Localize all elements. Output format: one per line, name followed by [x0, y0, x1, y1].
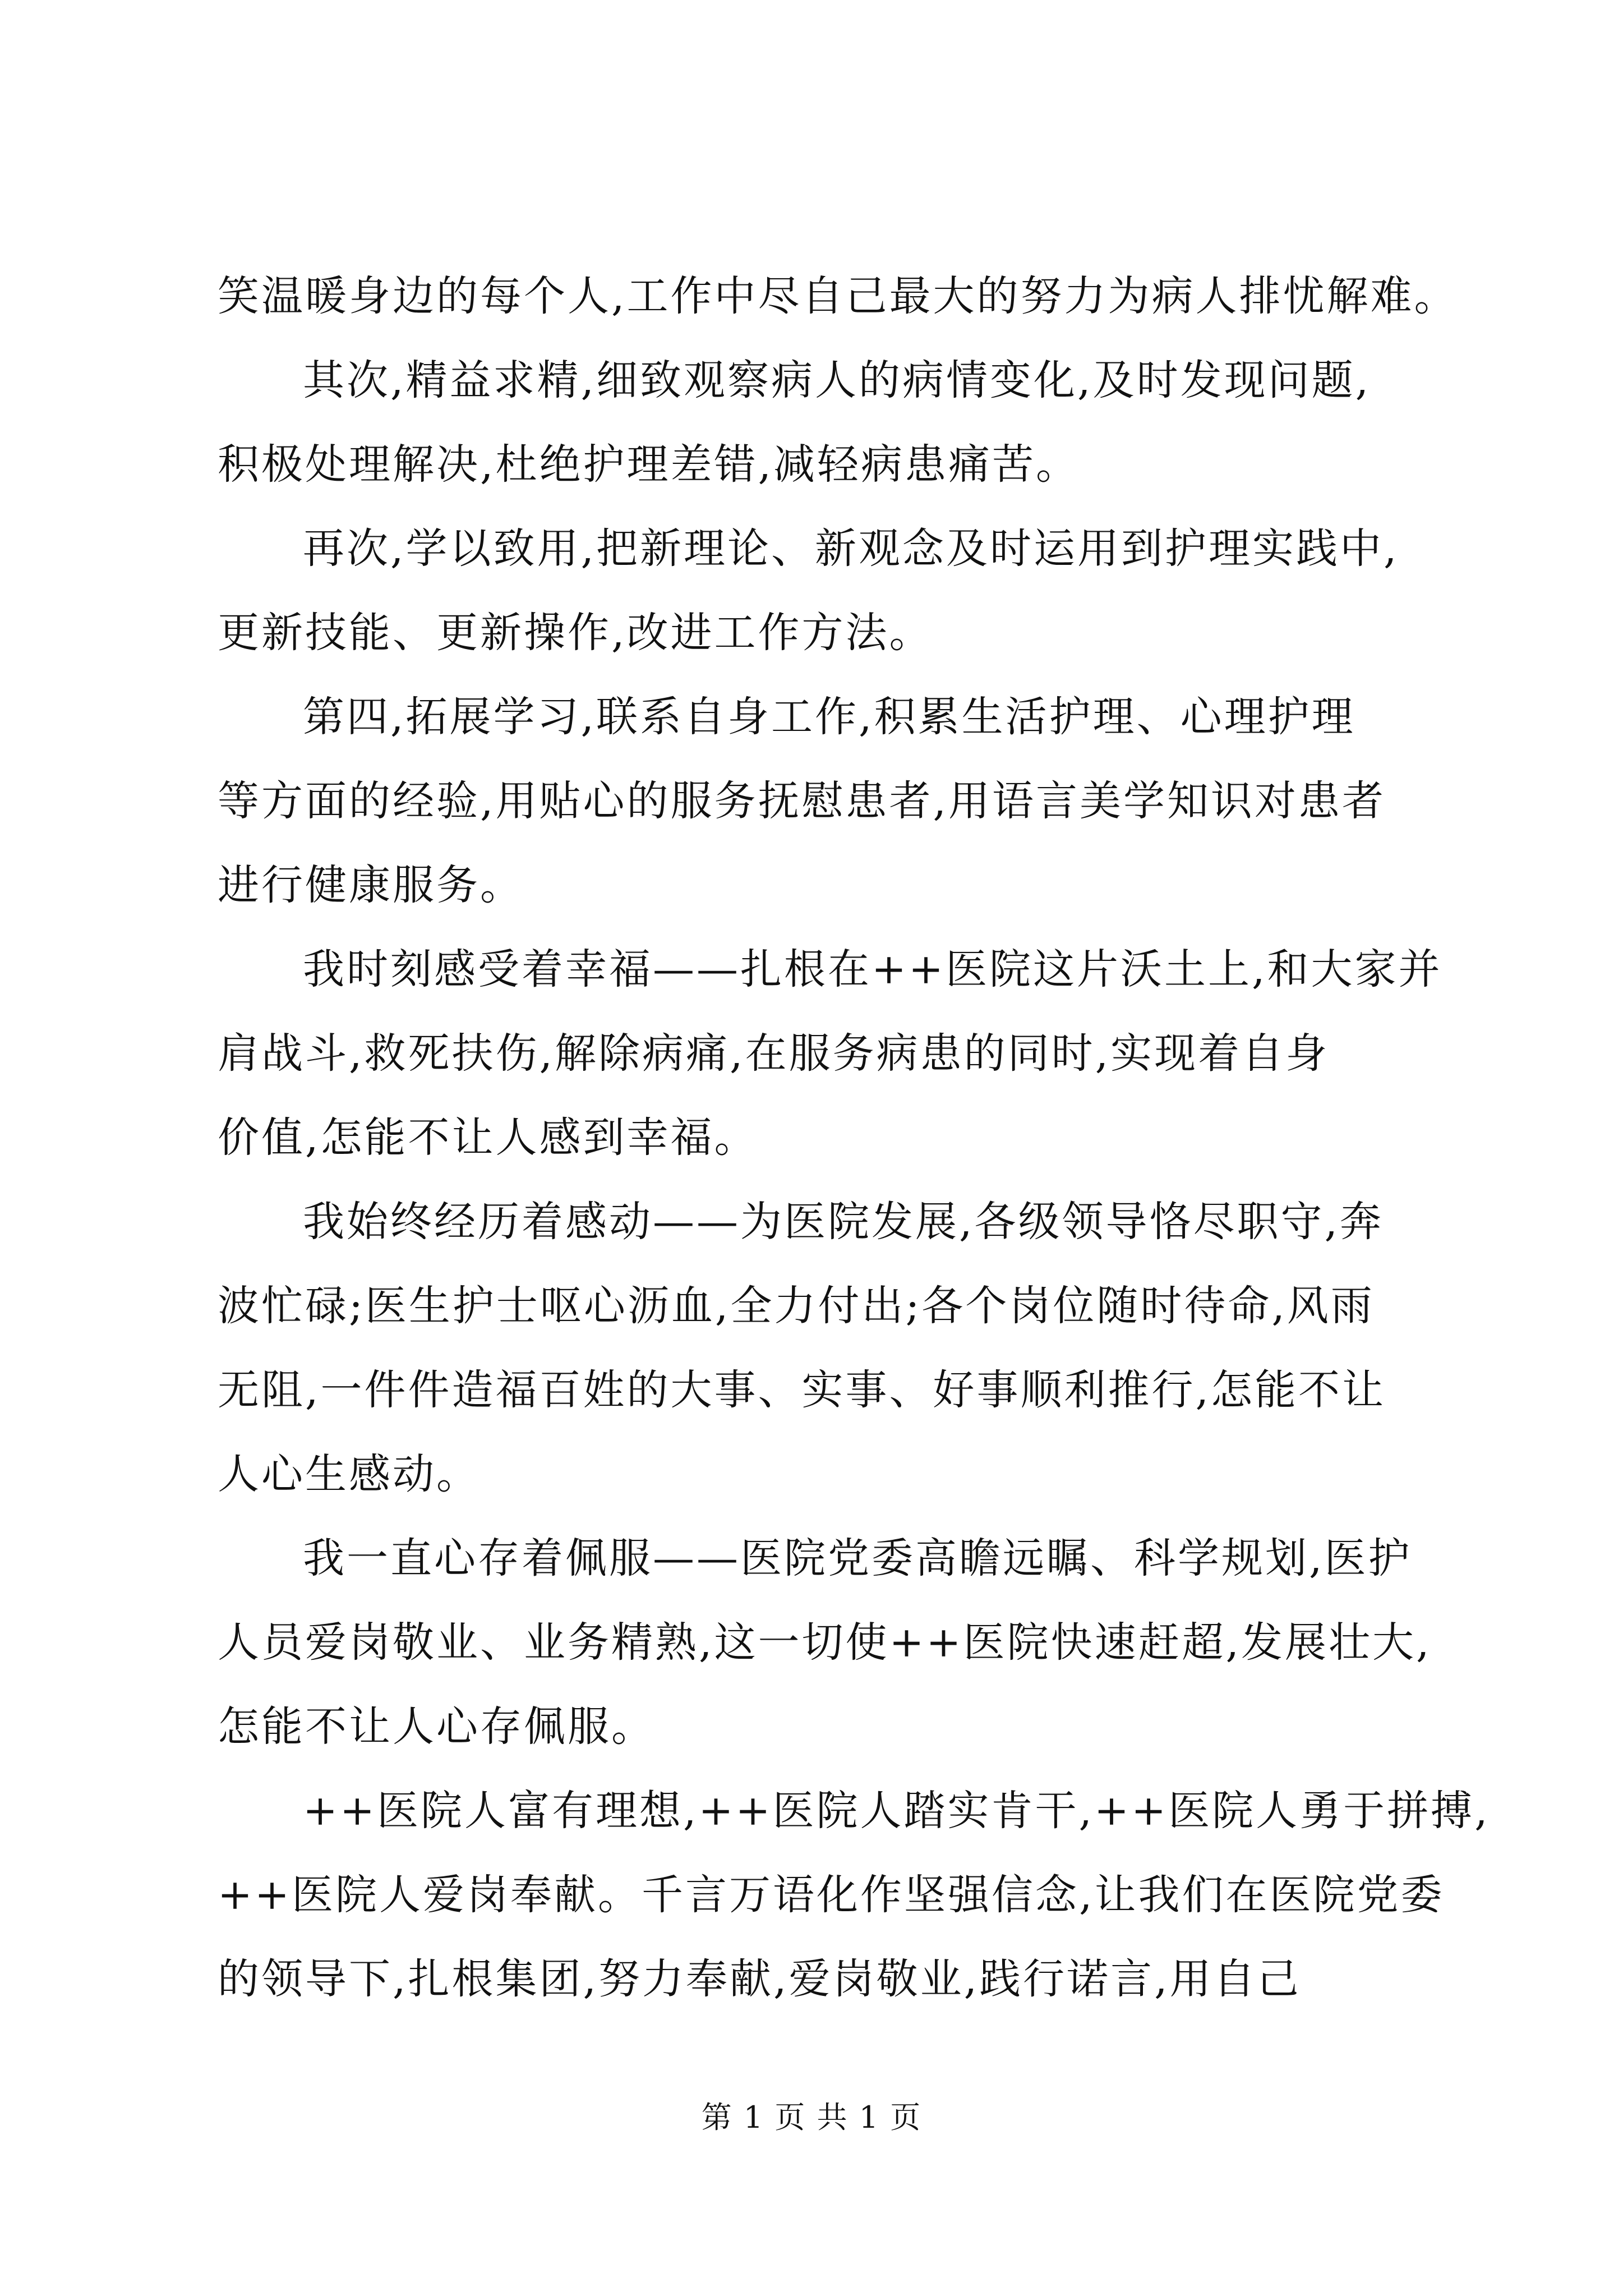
- paragraph-8-line-3: 的领导下,扎根集团,努力奉献,爱岗敬业,践行诺言,用自己: [218, 1955, 1301, 2003]
- paragraph-4-line-1: 第四,拓展学习,联系自身工作,积累生活护理、心理护理: [303, 693, 1355, 741]
- paragraph-4-line-3: 进行健康服务。: [218, 861, 524, 909]
- paragraph-5-line-2: 肩战斗,救死扶伤,解除病痛,在服务病患的同时,实现着自身: [218, 1029, 1330, 1078]
- paragraph-6-line-4: 人心生感动。: [218, 1450, 480, 1498]
- paragraph-6-line-1: 我始终经历着感动——为医院发展,各级领导恪尽职守,奔: [303, 1198, 1384, 1246]
- paragraph-5-line-3: 价值,怎能不让人感到幸福。: [218, 1114, 758, 1162]
- paragraph-4-line-2: 等方面的经验,用贴心的服务抚慰患者,用语言美学知识对患者: [218, 777, 1386, 825]
- text-line-1: 笑温暖身边的每个人,工作中尽自己最大的努力为病人排忧解难。: [218, 272, 1458, 320]
- page-footer: 第 1 页 共 1 页: [701, 2100, 922, 2135]
- paragraph-5-line-1: 我时刻感受着幸福——扎根在++医院这片沃土上,和大家并: [303, 945, 1442, 993]
- paragraph-7-line-3: 怎能不让人心存佩服。: [218, 1703, 655, 1751]
- paragraph-2-line-1: 其次,精益求精,细致观察病人的病情变化,及时发现问题,: [303, 356, 1371, 404]
- paragraph-8-line-1: ++医院人富有理想,++医院人踏实肯干,++医院人勇于拼搏,: [303, 1787, 1490, 1835]
- paragraph-6-line-3: 无阻,一件件造福百姓的大事、实事、好事顺利推行,怎能不让: [218, 1366, 1386, 1414]
- paragraph-7-line-2: 人员爱岗敬业、业务精熟,这一切使++医院快速赶超,发展壮大,: [218, 1618, 1432, 1667]
- paragraph-8-line-2: ++医院人爱岗奉献。千言万语化作坚强信念,让我们在医院党委: [218, 1871, 1445, 1919]
- paragraph-6-line-2: 波忙碌;医生护士呕心沥血,全力付出;各个岗位随时待命,风雨: [218, 1282, 1375, 1330]
- paragraph-3-line-2: 更新技能、更新操作,改进工作方法。: [218, 609, 933, 657]
- paragraph-7-line-1: 我一直心存着佩服——医院党委高瞻远瞩、科学规划,医护: [303, 1534, 1412, 1582]
- paragraph-2-line-2: 积极处理解决,杜绝护理差错,减轻病患痛苦。: [218, 440, 1080, 489]
- paragraph-3-line-1: 再次,学以致用,把新理论、新观念及时运用到护理实践中,: [303, 524, 1399, 573]
